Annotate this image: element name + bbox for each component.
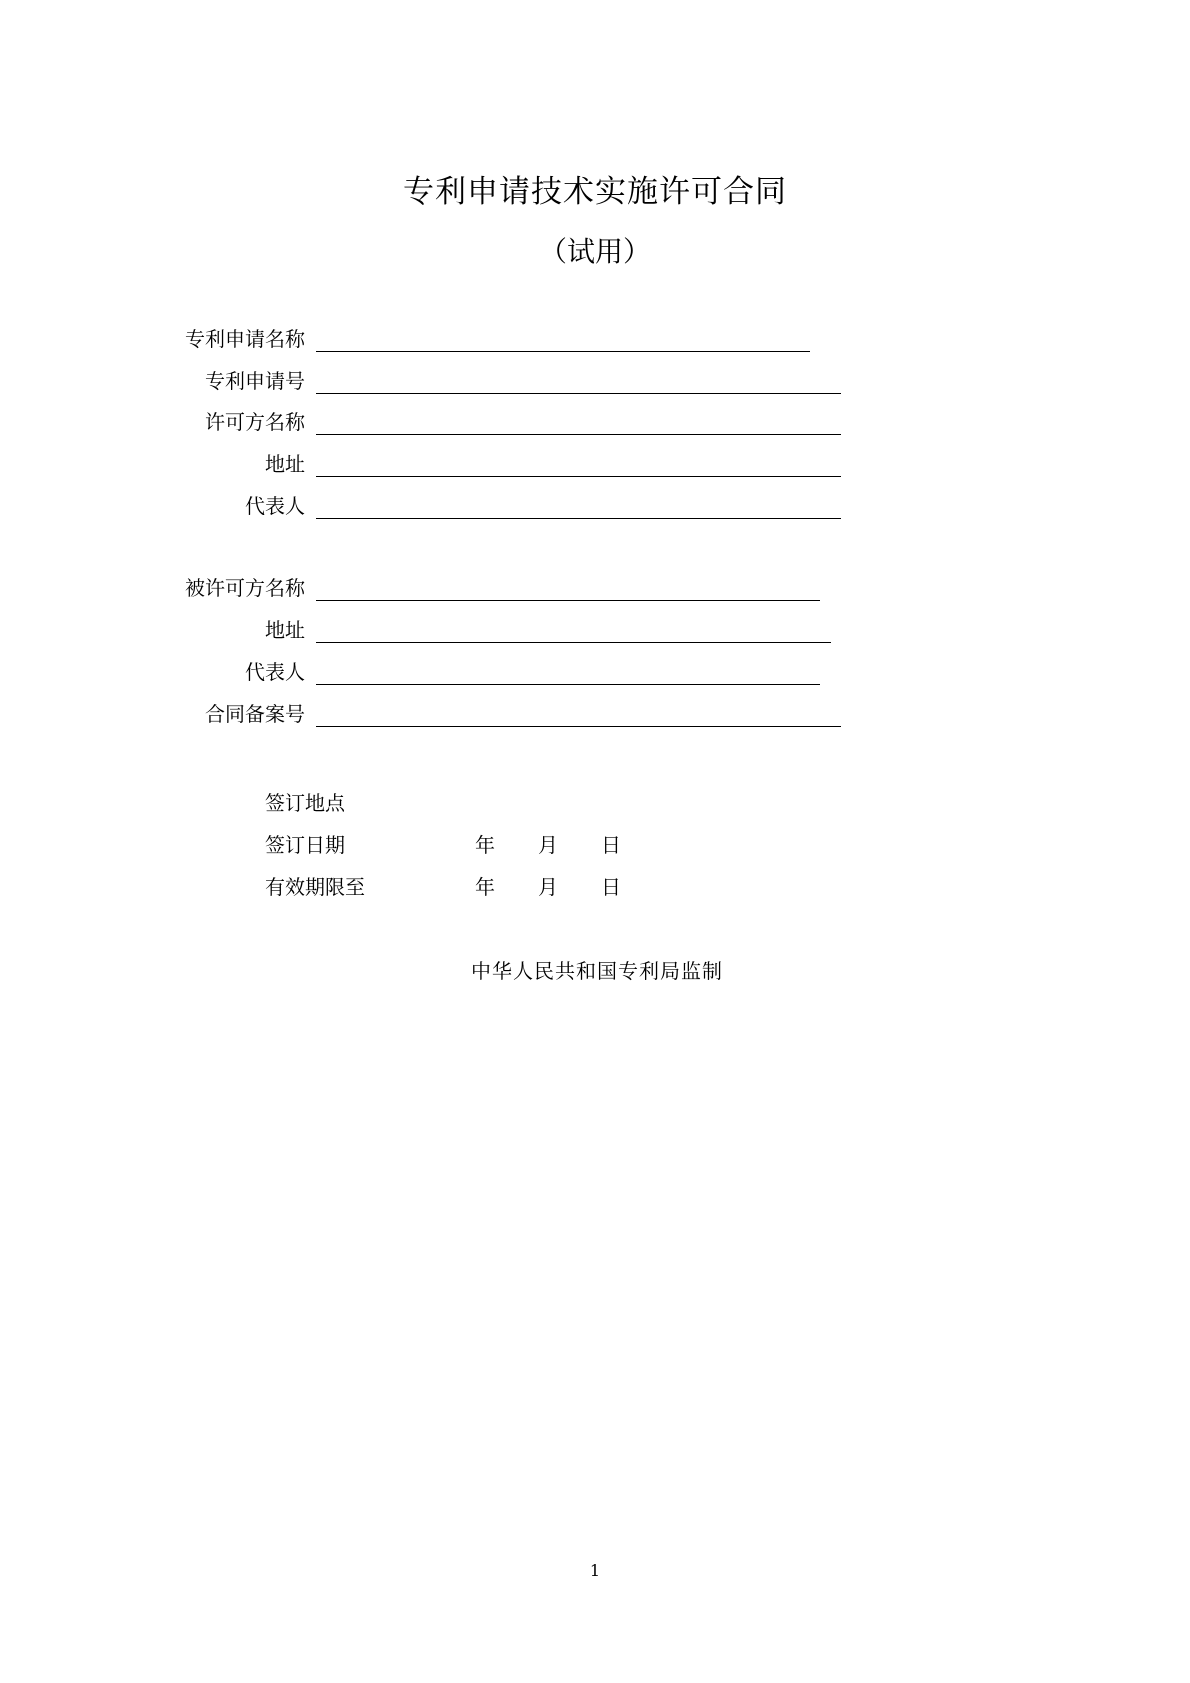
field-label: 被许可方名称 [185, 576, 305, 600]
field-label: 许可方名称 [205, 410, 305, 434]
blank-line[interactable] [316, 600, 820, 601]
field-label: 代表人 [245, 660, 305, 684]
field-patent-application-name [0, 322, 1190, 352]
field-label: 地址 [265, 618, 305, 642]
field-licensee-name [0, 571, 1190, 601]
signing-date-month: 月 [538, 833, 558, 857]
blank-line[interactable] [316, 393, 841, 394]
blank-line[interactable] [316, 518, 841, 519]
issuer-statement: 中华人民共和国专利局监制 [471, 959, 723, 983]
document-subtitle: （试用） [538, 235, 651, 268]
signing-date-day: 日 [601, 833, 621, 857]
blank-line[interactable] [316, 684, 820, 685]
page-number: 1 [589, 1561, 601, 1580]
signing-date-label: 签订日期 [265, 833, 345, 857]
blank-line[interactable] [316, 476, 841, 477]
field-label: 合同备案号 [205, 702, 305, 726]
validity-month: 月 [538, 875, 558, 899]
field-label: 专利申请号 [205, 369, 305, 393]
blank-line[interactable] [316, 351, 810, 352]
blank-line[interactable] [316, 726, 841, 727]
signing-date-year: 年 [475, 833, 495, 857]
field-licensee-representative [0, 655, 1190, 685]
field-label: 专利申请名称 [185, 327, 305, 351]
signing-place-label: 签订地点 [265, 791, 345, 815]
field-contract-record-number [0, 697, 1190, 727]
field-label: 代表人 [245, 494, 305, 518]
field-licensor-name [0, 405, 1190, 435]
field-licensor-address [0, 447, 1190, 477]
validity-day: 日 [601, 875, 621, 899]
validity-label: 有效期限至 [265, 875, 365, 899]
validity-year: 年 [475, 875, 495, 899]
blank-line[interactable] [316, 642, 831, 643]
document-title: 专利申请技术实施许可合同 [403, 174, 787, 210]
field-patent-application-number [0, 364, 1190, 394]
field-licensee-address [0, 613, 1190, 643]
blank-line[interactable] [316, 434, 841, 435]
field-label: 地址 [265, 452, 305, 476]
field-licensor-representative [0, 489, 1190, 519]
